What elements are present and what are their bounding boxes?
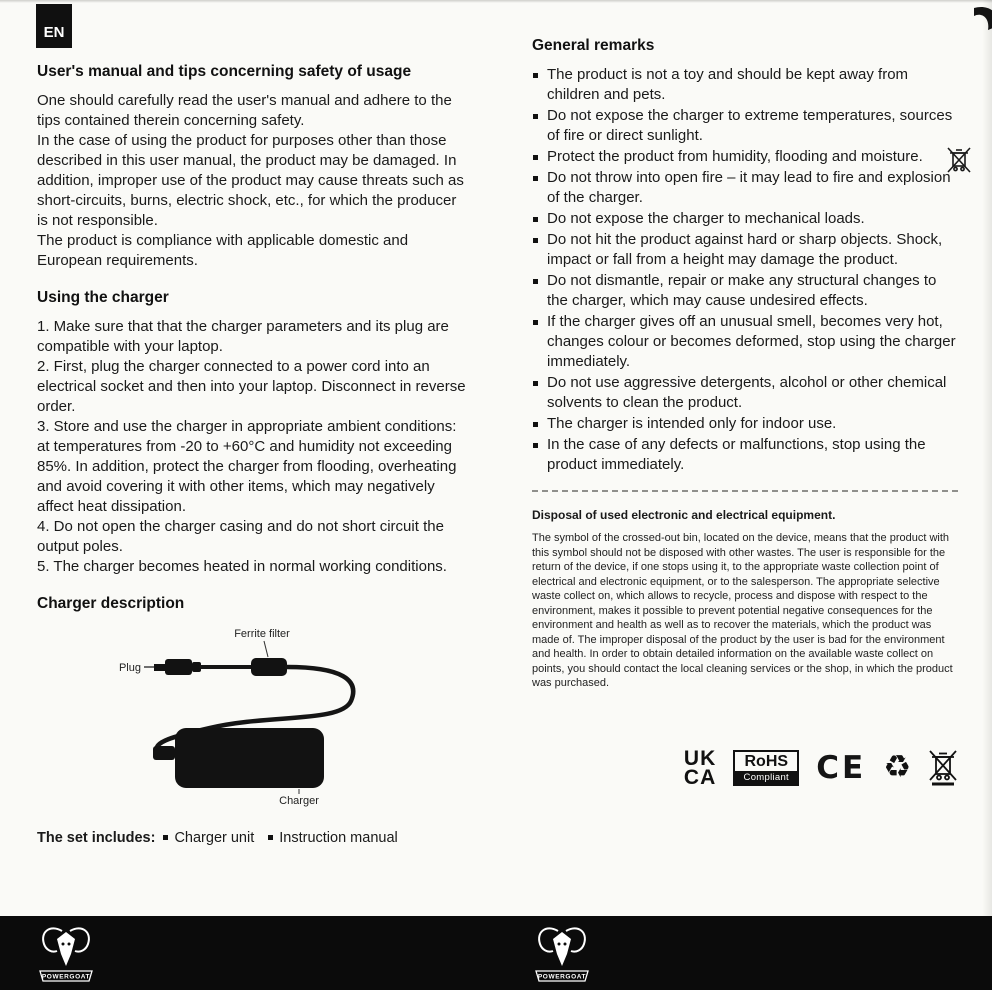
using-step-1: 1. Make sure that that the charger parameters and its plug are compatible with your laptop. [37,318,449,355]
remark-item: The product is not a toy and should be kept away from children and pets. [532,65,958,105]
remark-item: If the charger gives off an unusual smell, becomes very hot, changes colour or becomes deformed, stop using the charger immediately. [532,312,958,372]
weee-bar [932,782,954,785]
page-top-edge [0,0,992,3]
charger-brick [175,728,324,788]
remark-item: Protect the product from humidity, flooding and moisture. [532,147,958,167]
left-column [37,62,470,848]
recycle-icon: ♻ [883,749,911,785]
ce-mark: CE [816,749,867,786]
plug-label: Plug [118,662,141,674]
language-badge-label: EN [43,24,65,41]
general-remarks-heading: General remarks [532,37,655,54]
charger-description-heading: Charger description [37,595,185,612]
goat-eye-right [564,943,567,946]
charger-input-connector [153,746,175,760]
footer-bar [0,916,992,990]
remark-item: Do not hit the product against hard or sharp objects. Shock, impact or fall from a height may damage the product. [532,230,958,270]
rohs-mark [733,750,799,786]
remark-item: The charger is intended only for indoor use. [532,414,958,434]
using-step-5: 5. The charger becomes heated in normal working conditions. [37,558,447,575]
dashed-divider [532,490,958,492]
right-column [532,36,958,787]
weee-bin-glyph [930,751,956,780]
powergoat-wordmark: POWERGOAT [41,973,91,981]
remark-item: In the case of any defects or malfunctions, stop using the product immediately. [532,435,958,475]
powergoat-logo [36,920,96,986]
corner-print-mark-shape [974,7,992,30]
square-bullet-icon [268,835,273,840]
disposal-body: The symbol of the crossed-out bin, located on the device, means that the product with this symbol should not be disposed with other wastes. The user is responsible for the return of the device, if one stops using it, to the appropriate waste collection point of electrical and electronic equipment, or to the salesperson. The appropriate selective waste collect on, which allows to recycle, process and dispose with respect to the environment, makes it possible to prevent potential negative consequences for the environment and health as well as to recover the materials, which the product was made of. The improper disposal of the product by the user is bad for the environment and health. In order to obtain detailed information on the available waste collect on points, you should contact the local cleaning services or the shop, in which the product was purchased. [532,532,953,689]
ferrite-leader-line [264,641,268,657]
goat-eye-left [62,943,65,946]
using-step-2: 2. First, plug the charger connected to a power cord into an electrical socket and then into your laptop. Disconnect in reverse order. [37,358,466,415]
goat-head-icon [553,932,571,966]
certification-row [532,746,958,789]
set-includes-label: The set includes: [37,830,156,846]
remark-item: Do not throw into open fire – it may lead to fire and explosion of the charger. [532,168,958,208]
powergoat-wordmark: POWERGOAT [537,973,587,981]
corner-print-mark [968,4,992,38]
ukca-mark [683,746,717,789]
charger-diagram [37,622,470,808]
square-bullet-icon [163,835,168,840]
ferrite-filter [251,658,287,676]
using-charger-heading: Using the charger [37,289,169,306]
remark-item: Do not expose the charger to mechanical loads. [532,209,958,229]
remark-item: Do not dismantle, repair or make any structural changes to the charger, which may cause undesired effects. [532,271,958,311]
set-includes-row [37,828,470,848]
remark-item: Do not use aggressive detergents, alcohol or other chemical solvents to clean the product. [532,373,958,413]
using-step-4: 4. Do not open the charger casing and do not short circuit the output poles. [37,518,444,555]
set-item-instruction-manual-label: Instruction manual [279,830,398,846]
safety-paragraph-2: In the case of using the product for purposes other than those described in this user manual, the product may be damaged. In addition, improper use of the product may cause threats such as short-circuits, burns, electric shock, etc., for which the producer is not responsible. [37,132,464,229]
plug-body [165,659,192,675]
plug-tip [154,664,165,671]
disposal-heading: Disposal of used electronic and electrical equipment. [532,508,836,522]
language-badge [36,4,72,48]
safety-paragraph-3: The product is compliance with applicable domestic and European requirements. [37,232,409,269]
rohs-label: RoHS [744,752,789,770]
ukca-line2: CA [683,765,717,789]
goat-eye-left [558,943,561,946]
powergoat-logo [532,920,592,986]
set-item-charger-unit [163,828,254,848]
safety-heading: User's manual and tips concerning safety of usage [37,63,412,80]
weee-crossed-bin-icon [928,749,958,787]
remark-item: Do not expose the charger to extreme temperatures, sources of fire or direct sunlight. [532,106,958,146]
goat-head-icon [57,932,75,966]
using-step-3: 3. Store and use the charger in appropriate ambient conditions: at temperatures from -20 to +60°C and humidity not exceeding 85%. In addition, protect the charger from flooding, overheating and avoid covering it with other items, which may negatively affect heat dissipation. [37,418,457,515]
ukca-line1: UK [683,746,717,770]
charger-label: Charger [279,795,319,807]
set-item-instruction-manual [268,828,397,848]
general-remarks-list [532,65,958,475]
rohs-compliant-label: Compliant [735,771,797,784]
page-right-edge [982,0,992,990]
set-item-charger-unit-label: Charger unit [174,830,255,846]
goat-eye-right [68,943,71,946]
ferrite-filter-label: Ferrite filter [234,628,290,640]
safety-paragraph-1: One should carefully read the user's manual and adhere to the tips contained therein concerning safety. [37,92,452,129]
